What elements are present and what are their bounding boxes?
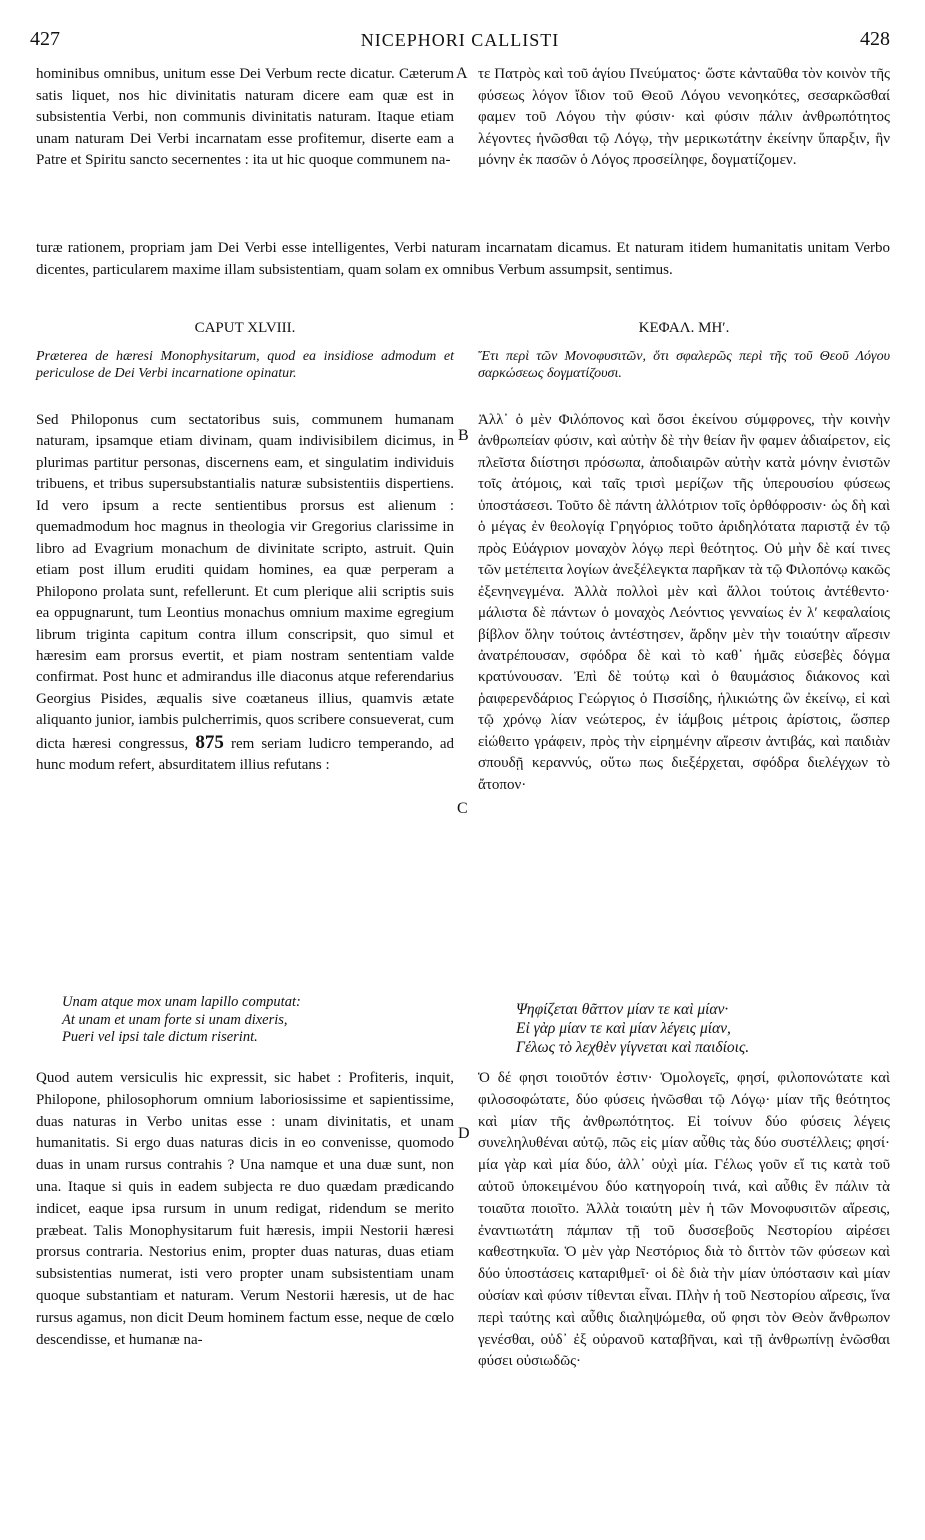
- latin-paragraph-1-end: rem seriam ludicro temperando, ad hunc modum refert, absurditatem illius refutans :: [36, 735, 455, 774]
- margin-letter-a: A: [456, 65, 468, 82]
- greek-chapter-heading: ΚΕΦΑΛ. ΜΗʹ.: [638, 320, 730, 336]
- greek-verse-line: Ψηφίζεται θᾶττον μίαν τε καὶ μίαν·: [516, 1001, 729, 1018]
- latin-verse-line: Pueri vel ipsi tale dictum riserint.: [62, 1029, 258, 1045]
- top-greek-text: τε Πατρὸς καὶ τοῦ ἁγίου Πνεύματος· ὥστε κἀνταῦθα τὸν κοινὸν τῆς φύσεως λόγον ἴδιον τοῦ Θεοῦ Λόγου νενοηκότες, σεσαρκῶσθαί φαμεν τοῦ Λόγου τὴν φύσιν· καὶ φύσιν πάλιν ἀνθρωπότητος λέγοντες ἡνῶσθαι τῷ Λόγῳ, τὴν μερικωτάτην ἐκείνην ὕπαρξιν, ἣν μόνην ἐκ πασῶν ὁ Λόγος προσείληφε, δογματίζομεν.: [478, 66, 890, 169]
- column-number: 875: [195, 731, 224, 753]
- greek-paragraph-1: Ἀλλ᾽ ὁ μὲν Φιλόπονος καὶ ὅσοι ἐκείνου σύμφρονες, τὴν κοινὴν ἀνθρωπείαν φύσιν, καὶ αὐτὴν δὲ τὴν θείαν ἣν φαμεν ἀδιαίρετον, εἰς πλεῖστα διίστησι πρόσωπα, ἀποδιαιρῶν αὐτὴν κατὰ μόνην ἐνιστῶν τοῖς ἀτόμοις, καὶ ταῖς τρισὶ μερίζων τῆς ὑπερουσίου φύσεως ὑποστάσεσι. Τοῦτο δὲ πάντη ἀλλότριον τοῖς ὀρθόφροσιν· ὡς δὴ καὶ ὁ μέγας ἐν θεολογίᾳ Γρηγόριος τοῦτο ἀριδηλότατα παριστᾷ ἐν τῷ πρὸς Εὐάγριον μοναχὸν λόγῳ περὶ θεότητος. Οὐ μὴν δὲ καί τινες τῶν μετέπειτα λογίων ἀνεξέλεγκτα παρῆκαν τὰ τῷ Φιλοπόνῳ κακῶς ἐξενηνεγμένα. Ἀλλὰ πολλοὶ μὲν καὶ ἄλλοι τούτοις ἀντέθεντο· μάλιστα δὲ πάντων ὁ μοναχὸς Λεόντιος γενναίως ἐν λʹ κεφαλαίοις βίβλον ὅλην τούτοις ἀντέστησεν, ἄρδην μὲν τὴν τοιαύτην αἵρεσιν ἀνατρέπουσαν, σφόδρα δὲ καὶ τὸ καθ᾽ ἡμᾶς εὐσεβὲς δόγμα κρατύνουσαν. Ἐπὶ δὲ τούτῳ καὶ ὁ θαυμάσιος διάκονος καὶ ῥαιφερενδάριος Γεώργιος ὁ Πισσίδης, ἡλικιώτης ὢν ἐκείνῳ, εἰ καὶ τῷ χρόνῳ λίαν νεώτερος, ἐν ἰάμβοις μέτροις ἀρίστοις, ὥσπερ εἰώθειτο γράφειν, πρὸς τὴν εἰρημένην αἵρεσιν ἀντιβάς, καὶ παιδιὰν σπουδῇ κεραννύς, οὕτω πως διεξέρχεται, σφόδρα διελέγχων τὸ ἄτοπον·: [478, 412, 890, 793]
- latin-paragraph-1-text: Sed Philoponus cum sectatoribus suis, communem humanam naturam, ipsamque etiam divinam, quam indivisibilem dicimus, in plurimas partitur personas, discernens eam, et singulatim individuis tribuens, et tribus supersubstantialis naturæ subsistentiis dispertiens. Id vero ipsum a recte sentientibus prorsus est alienum : quemadmodum hoc magnus in theologia vir Gregorius clarissime in libro ad Evagrium monachum de divinitate scripto, astruit. Quin etiam post illum eruditi quidam homines, ea quæ perperam a Philopono prolata sunt, refellerunt. Et cum plerique alii scriptis suis ea oppugnarunt, tum Leontius monachus omnium maxime egregium librum triginta capitum contra illum conscripsit, quo simul et hæresim eam prorsus evertit, et piam nostram sententiam valde confirmat. Post hunc et admirandus ille diaconus atque referendarius Georgius Pisides, æqualis sive coætaneus illius, quamvis ætate aliquanto junior, iambis pulcherrimis, quos scribere consueverat, cum dicta hæresi congressus,: [36, 412, 454, 752]
- margin-letter-c: C: [457, 800, 468, 817]
- page-number-left: 427: [30, 28, 60, 50]
- running-title: NICEPHORI CALLISTI: [360, 30, 560, 50]
- latin-paragraph-1: [36, 410, 454, 777]
- greek-verse: [516, 1000, 749, 1057]
- greek-paragraph-2: Ὁ δέ φησι τοιοῦτόν ἐστιν· Ὁμολογεῖς, φησί, φιλοπονώτατε καὶ φιλοσοφώτατε, δύο φύσεις ἡνῶσθαι τῷ Λόγῳ· μίαν τῆς θεότητος καὶ μίαν τῆς ἀνθρωπότητος. Εἰ τοίνυν δύο φύσεις λέγεις συνεληλυθέναι αὐτῷ, πῶς εἰς μίαν αὖθις τὰς δύο συστέλλεις; φησί· μία γὰρ καὶ μία δύο, ἀλλ᾽ οὐχὶ μία. Γέλως γοῦν εἴ τις κατὰ τοῦ αὐτοῦ ὑποκειμένου δύο κατηγοροίη τινά, καὶ αὖθις ἓν πάλιν τὰ τοιαῦτα ποιοῖτο. Ἀλλὰ τοιαύτη μὲν ἡ τῶν Μονοφυσιτῶν αἵρεσις, ἐναντιωτάτη πάμπαν τῇ τοῦ δυσσεβοῦς Νεστορίου αἱρέσει καθεστηκυῖα. Ὁ μὲν γὰρ Νεστόριος διὰ τὸ διττὸν τῶν φύσεων καὶ δύο ὑποστάσεις καταριθμεῖ· οἱ δὲ διὰ τὴν μίαν ὑπόστασιν καὶ μίαν οὐσίαν καὶ φύσιν τίθενται εἶναι. Πλὴν ἡ τοῦ Νεστορίου αἵρεσις, ἵνα περὶ ταύτης καὶ αὖθις διαληψώμεθα, οὔ φησι τὸν Θεὸν ἄνθρωπον γενέσθαι, οὐδ᾽ ἐξ οὐρανοῦ καταβῆναι, καὶ τῇ ἀνθρωπίνῃ ἑνῶσθαι φύσει οὐσιωδῶς·: [478, 1070, 890, 1370]
- running-header: [30, 28, 890, 58]
- greek-chapter-argument: Ἔτι περὶ τῶν Μονοφυσιτῶν, ὅτι σφαλερῶς περὶ τῆς τοῦ Θεοῦ Λόγου σαρκώσεως δογματίζουσι.: [478, 349, 890, 381]
- latin-verse: [62, 994, 301, 1047]
- greek-verse-line: Γέλως τὸ λεχθὲν γίγνεται καὶ παιδίοις.: [516, 1039, 750, 1056]
- top-full-width-text: turæ rationem, propriam jam Dei Verbi esse intelligentes, Verbi naturam incarnatam dicamus. Et naturam itidem humanitatis unitam Verbo dicentes, particularem maxime illam subsistentiam, quam solam ex omnibus Verbum assumpsit, sentimus.: [36, 240, 890, 278]
- margin-letter-d: D: [458, 1125, 470, 1142]
- margin-letter-b: B: [458, 427, 469, 444]
- latin-chapter-argument: Præterea de hæresi Monophysitarum, quod ea insidiose admodum et periculose de Dei Verbi incarnatione opinatur.: [36, 349, 454, 381]
- latin-verse-line: Unam atque mox unam lapillo computat:: [62, 994, 301, 1010]
- top-latin-text: hominibus omnibus, unitum esse Dei Verbum recte dicatur. Cæterum satis liquet, nos hic divinitatis naturam dicere eam quæ est in subsistentia Verbi, non communis divinitatis naturam. Itaque etiam unam naturam Dei Verbi incarnatam esse profitemur, diserte eam a Patre et Spiritu sancto secernentes : ita ut hic quoque communem na-: [36, 66, 454, 169]
- page-number-right: 428: [860, 28, 890, 50]
- greek-verse-line: Εἰ γὰρ μίαν τε καὶ μίαν λέγεις μίαν,: [516, 1020, 731, 1037]
- latin-verse-line: At unam et unam forte si unam dixeris,: [62, 1011, 288, 1028]
- latin-chapter-heading: CAPUT XLVIII.: [194, 320, 296, 336]
- latin-paragraph-2: Quod autem versiculis hic expressit, sic habet : Profiteris, inquit, Philopone, philosophorum omnium laboriosissime et sapientissime, duas naturas in Verbo unitas esse : unam divinitatis, et unam humanitatis. Si ergo duas naturas dicis in eo convenisse, quomodo duas in unam rursus contrahis ? Una namque et una duæ sunt, non una. Itaque si quis in eadem subjecta re duo quædam prædicando indicet, eaque ipsa rursum in unum redigat, ridendum se merito præbeat. Talis Monophysitarum fuit hæresis, impii Nestorii hæresi prorsus contraria. Nestorius enim, propter duas naturas, duas etiam subsistentias numerat, isti vero propter unam subsistentiam unam quoque substantiam et naturam. Verum Nestorii hæresis, ut de hac rursus agamus, non dicit Deum hominem factum esse, neque de cœlo descendisse, et humanæ na-: [36, 1070, 454, 1348]
